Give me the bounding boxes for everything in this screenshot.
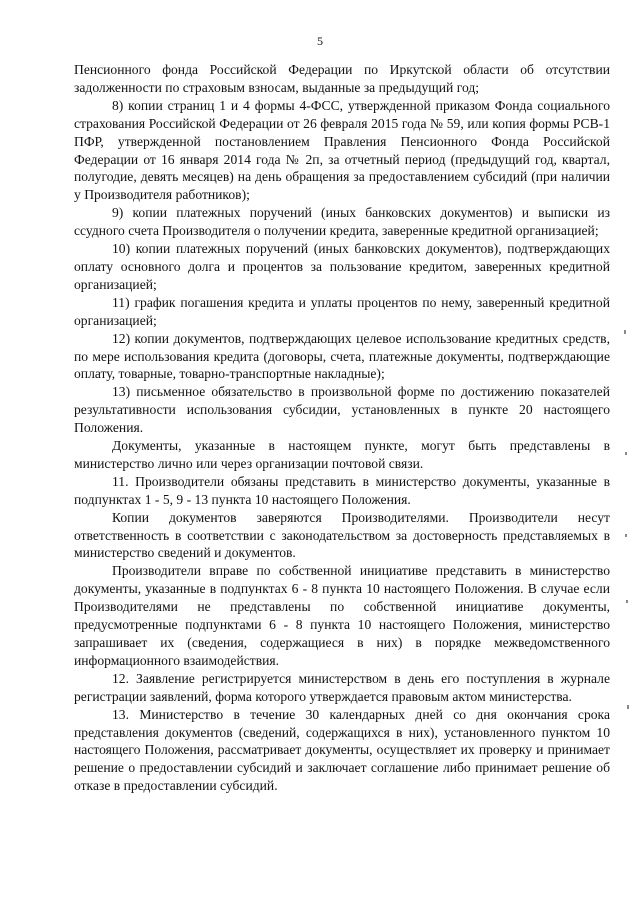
- page-number: 5: [317, 34, 323, 48]
- scan-speck: [625, 534, 627, 537]
- paragraph-certification: Копии документов заверяются Производителями. Производители несут ответственность в соответствии с законодательством за достоверность представляемых в министерство сведений и документов.: [74, 509, 610, 561]
- paragraph-submission-note: Документы, указанные в настоящем пункте, могут быть представлены в министерство лично или через организации почтовой связи.: [74, 438, 610, 471]
- paragraph-item-12: 12) копии документов, подтверждающих целевое использование кредитных средств, по мере использования кредита (договоры, счета, платежные документы, подтверждающие оплату, товарные, товарно-транспортные накладные);: [74, 330, 610, 382]
- paragraph-item-10: 10) копии платежных поручений (иных банковских документов), подтверждающих оплату основного долга и процентов за пользование кредитом, заверенных кредитной организацией;: [74, 241, 610, 292]
- paragraph-item-11: 11) график погашения кредита и уплаты процентов по нему, заверенный кредитной организацией;: [74, 294, 610, 328]
- paragraph-clause-11: 11. Производители обязаны представить в министерство документы, указанные в подпунктах 1 - 5, 9 - 13 пункта 10 настоящего Положения.: [74, 473, 610, 507]
- paragraph-continuation: Пенсионного фонда Российской Федерации по Иркутской области об отсутствии задолженности по страховым взносам, выданные за предыдущий год;: [74, 62, 610, 95]
- paragraph-clause-13: 13. Министерство в течение 30 календарных дней со дня окончания срока представления документов (сведений, содержащихся в них), установленного пунктом 10 настоящего Положения, рассматривает документы, осуществляет их проверку и принимает решение о предоставлении субсидий и заключает соглашение либо принимает решение об отказе в предоставлении субсидий.: [74, 706, 610, 794]
- paragraph-own-initiative: Производители вправе по собственной инициативе представить в министерство документы, указанные в подпунктах 6 - 8 пункта 10 настоящего Положения. В случае если Производителями не представлены по собственной инициативе документы, предусмотренные подпунктами 6 - 8 пункта 10 настоящего Положения, министерство запрашивает их (сведения, содержащиеся в них) в порядке межведомственного информационного взаимодействия.: [74, 563, 610, 668]
- scan-speck: [626, 600, 628, 603]
- document-body: [74, 61, 610, 795]
- paragraph-item-8: 8) копии страниц 1 и 4 формы 4-ФСС, утвержденной приказом Фонда социального страхования Российской Федерации от 26 февраля 2015 года № 59, или копия формы РСВ-1 ПФР, утвержденной постановлением Правления Пенсионного Фонда Российской Федерации от 16 января 2014 года № 2п, за отчетный период (предыдущий год, квартал, полугодие, девять месяцев) на день обращения за предоставлением субсидий (при наличии у Производителя работников);: [74, 97, 610, 203]
- scan-speck: [624, 330, 626, 334]
- paragraph-item-13: 13) письменное обязательство в произвольной форме по достижению показателей результативности использования субсидии, установленных в пункте 20 настоящего Положения.: [74, 384, 610, 436]
- paragraph-item-9: 9) копии платежных поручений (иных банковских документов) и выписки из ссудного счета Производителя о получении кредита, заверенные кредитной организацией;: [74, 205, 610, 239]
- paragraph-clause-12: 12. Заявление регистрируется министерством в день его поступления в журнале регистрации заявлений, форма которого утверждается правовым актом министерства.: [74, 670, 610, 704]
- scan-speck: [625, 452, 627, 455]
- scan-speck: [627, 705, 629, 709]
